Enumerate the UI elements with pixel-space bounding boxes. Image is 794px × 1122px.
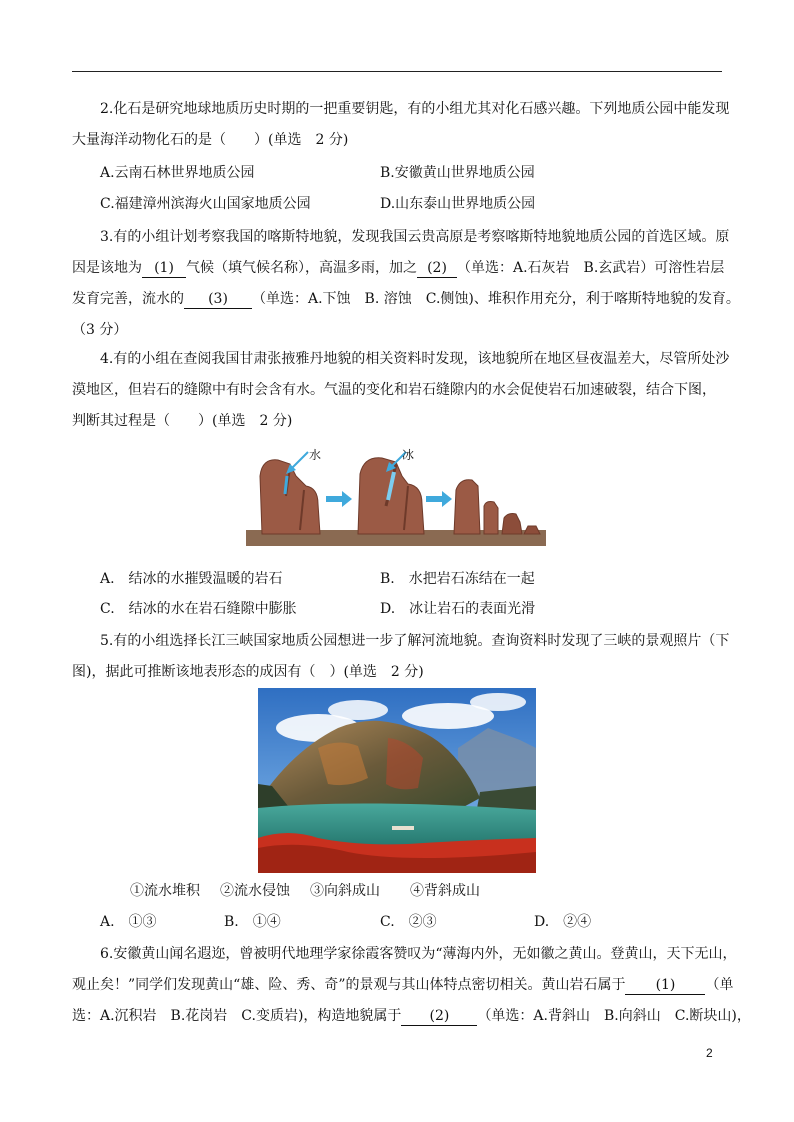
- header-rule: [72, 71, 722, 72]
- q4-option-a[interactable]: A. 结冰的水摧毁温暖的岩石: [100, 571, 283, 587]
- q5-line-2: 图)，据此可推断该地表形态的成因有（ ）(单选 2 分): [72, 664, 424, 680]
- q3-line-2: 因是该地为 (1) 气候（填气候名称），高温多雨，加之 (2) （单选：A.石灰岩 B.玄武岩）可溶性岩层: [72, 260, 725, 276]
- q5-option-c[interactable]: C. ②③: [380, 914, 437, 930]
- q5-option-d[interactable]: D. ②④: [534, 914, 592, 930]
- question-6: [72, 939, 751, 1032]
- q3-blank-1[interactable]: (1): [142, 259, 186, 278]
- rock-weathering-figure: [246, 446, 546, 546]
- q4-line-1: 4.有的小组在查阅我国甘肃张掖雅丹地貌的相关资料时发现，该地貌所在地区昼夜温差大，尽管所处沙: [100, 351, 730, 367]
- label-water: 水: [309, 448, 322, 462]
- q5-option-a[interactable]: A. ①③: [100, 914, 157, 930]
- three-gorges-illustration: [258, 688, 536, 873]
- q3-line-1: 3.有的小组计划考察我国的喀斯特地貌，发现我国云贵高原是考察喀斯特地貌地质公园的首选区域。原: [100, 229, 730, 245]
- q5-statement-3: ③向斜成山: [310, 883, 380, 899]
- q6-line-1: 6.安徽黄山闻名遐迩，曾被明代地理学家徐霞客赞叹为“薄海内外，无如徽之黄山。登黄山，天下无山，: [100, 946, 737, 962]
- q3-line-3: 发育完善，流水的 (3) （单选：A.下蚀 B. 溶蚀 C.侧蚀)、堆积作用充分，利于喀斯特地貌的发育。: [72, 291, 740, 307]
- rock-fragment-3: [502, 514, 522, 535]
- q4-line-3: 判断其过程是（ ）(单选 2 分): [72, 413, 293, 429]
- rock-fragment-4: [524, 526, 540, 534]
- label-ice: 冰: [402, 448, 415, 462]
- q5-statement-1: ①流水堆积: [130, 883, 200, 899]
- question-3: [72, 222, 740, 346]
- question-2: [72, 94, 730, 156]
- q4-option-b[interactable]: B. 水把岩石冻结在一起: [380, 571, 535, 587]
- q2-option-b[interactable]: B.安徽黄山世界地质公园: [380, 165, 535, 181]
- q5-options-row: [72, 911, 724, 933]
- q2-option-d[interactable]: D.山东泰山世界地质公园: [380, 196, 536, 212]
- water-in-crack: [285, 476, 287, 494]
- rock-fragment-2: [484, 502, 498, 535]
- q3-blank-3[interactable]: (3): [184, 290, 252, 309]
- q6-blank-2[interactable]: (2): [401, 1007, 477, 1026]
- q5-statement-4: ④背斜成山: [410, 883, 480, 899]
- page-number: 2: [706, 1046, 713, 1060]
- process-arrow-1: [326, 491, 352, 507]
- q6-line-2: 观止矣！”同学们发现黄山“雄、险、秀、奇”的景观与其山体特点密切相关。黄山岩石属于 (1) （单: [72, 977, 734, 993]
- q4-option-d[interactable]: D. 冰让岩石的表面光滑: [380, 601, 536, 617]
- q4-options-row-1: [72, 568, 724, 590]
- q2-options-row-1: [72, 162, 724, 184]
- q3-line-4: （3 分）: [72, 322, 128, 338]
- q3-blank-2[interactable]: (2): [417, 259, 457, 278]
- question-5: [72, 626, 730, 688]
- q2-line-2: 大量海洋动物化石的是（ ）(单选 2 分): [72, 132, 349, 148]
- q2-options-row-2: [72, 193, 724, 215]
- q5-option-b[interactable]: B. ①④: [224, 914, 281, 930]
- boat: [392, 826, 414, 830]
- three-gorges-photo: [258, 688, 536, 873]
- q5-statement-2: ②流水侵蚀: [220, 883, 290, 899]
- q6-line-3: 选：A.沉积岩 B.花岗岩 C.变质岩)，构造地貌属于 (2) （单选：A.背斜山 B.向斜山 C.断块山)，: [72, 1008, 751, 1024]
- process-arrow-2: [426, 491, 452, 507]
- q4-options-row-2: [72, 598, 724, 620]
- rock-fragment-1: [454, 480, 480, 534]
- q4-option-c[interactable]: C. 结冰的水在岩石缝隙中膨胀: [100, 601, 297, 617]
- q2-option-a[interactable]: A.云南石林世界地质公园: [100, 165, 255, 181]
- q2-option-c[interactable]: C.福建漳州滨海火山国家地质公园: [100, 196, 311, 212]
- question-4: [72, 344, 730, 437]
- q2-line-1: 2.化石是研究地球地质历史时期的一把重要钥匙，有的小组尤其对化石感兴趣。下列地质公园中能发现: [100, 101, 730, 117]
- q4-line-2: 漠地区，但岩石的缝隙中有时会含有水。气温的变化和岩石缝隙内的水会促使岩石加速破裂，结合下图，: [72, 382, 716, 398]
- q6-blank-1[interactable]: (1): [625, 976, 705, 995]
- rock-weathering-diagram: [246, 446, 546, 546]
- q5-line-1: 5.有的小组选择长江三峡国家地质公园想进一步了解河流地貌。查询资料时发现了三峡的景观照片（下: [100, 633, 730, 649]
- q5-statements-row: [72, 880, 724, 902]
